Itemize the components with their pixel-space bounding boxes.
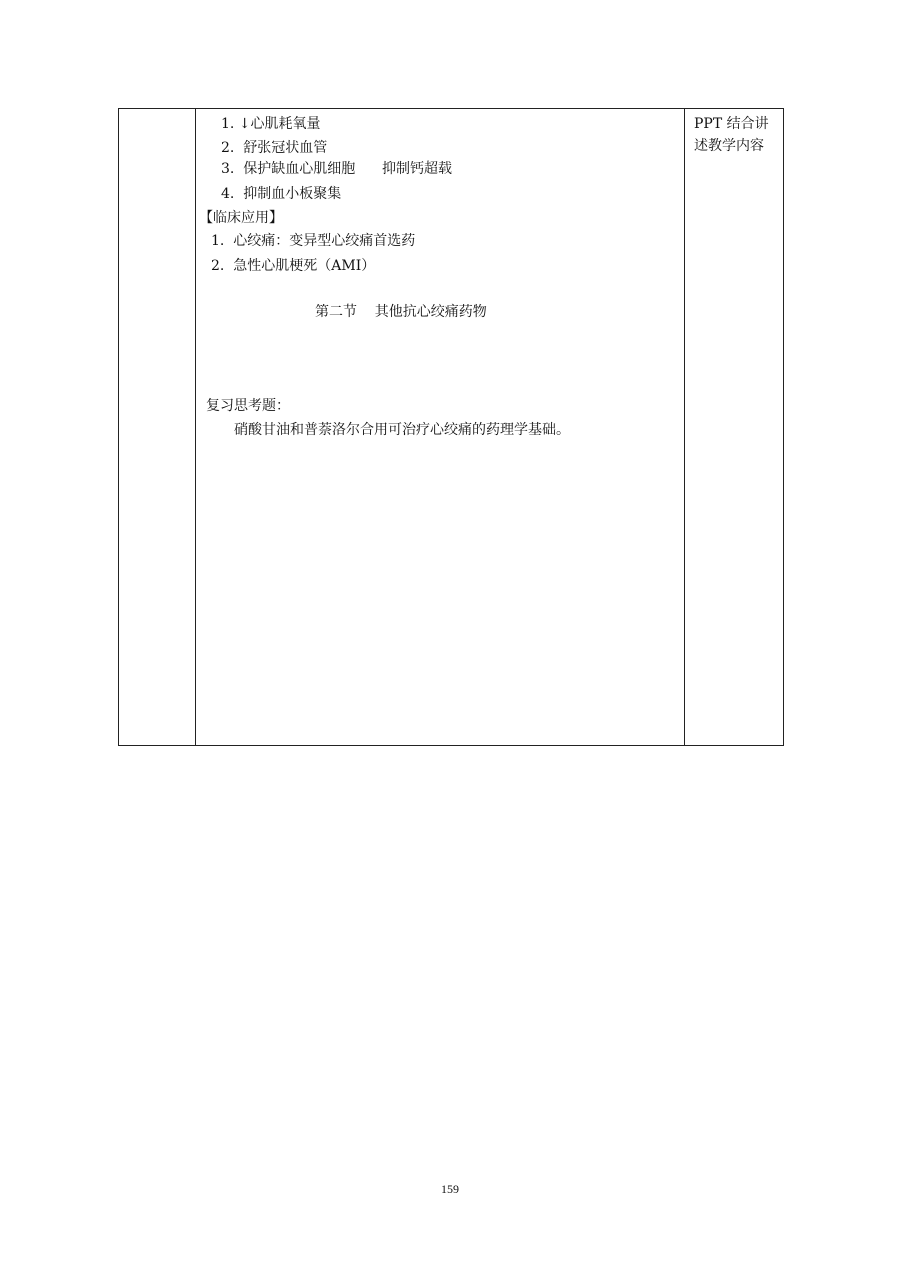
teaching-note-line: 述教学内容 [694, 138, 764, 154]
mechanism-item: 1. ↓心肌耗氧量 [221, 116, 321, 132]
page-number: 159 [441, 1182, 459, 1196]
mechanism-item: 2. 舒张冠状血管 [221, 140, 328, 156]
review-question: 硝酸甘油和普萘洛尔合用可治疗心绞痛的药理学基础。 [234, 422, 570, 438]
lesson-table [118, 108, 784, 746]
clinical-heading: 【临床应用】 [199, 210, 283, 226]
content-cell [196, 109, 684, 745]
mechanism-item: 3. 保护缺血心肌细胞 抑制钙超载 [221, 161, 452, 177]
review-heading: 复习思考题： [206, 398, 290, 414]
clinical-item: 2. 急性心肌梗死（AMI） [211, 258, 376, 274]
teaching-note-line: PPT 结合讲 [694, 116, 769, 132]
section-title: 第二节 其他抗心绞痛药物 [315, 304, 487, 320]
notes-cell [685, 109, 783, 745]
mechanism-item: 4. 抑制血小板聚集 [221, 186, 342, 202]
clinical-item: 1. 心绞痛：变异型心绞痛首选药 [211, 233, 416, 249]
